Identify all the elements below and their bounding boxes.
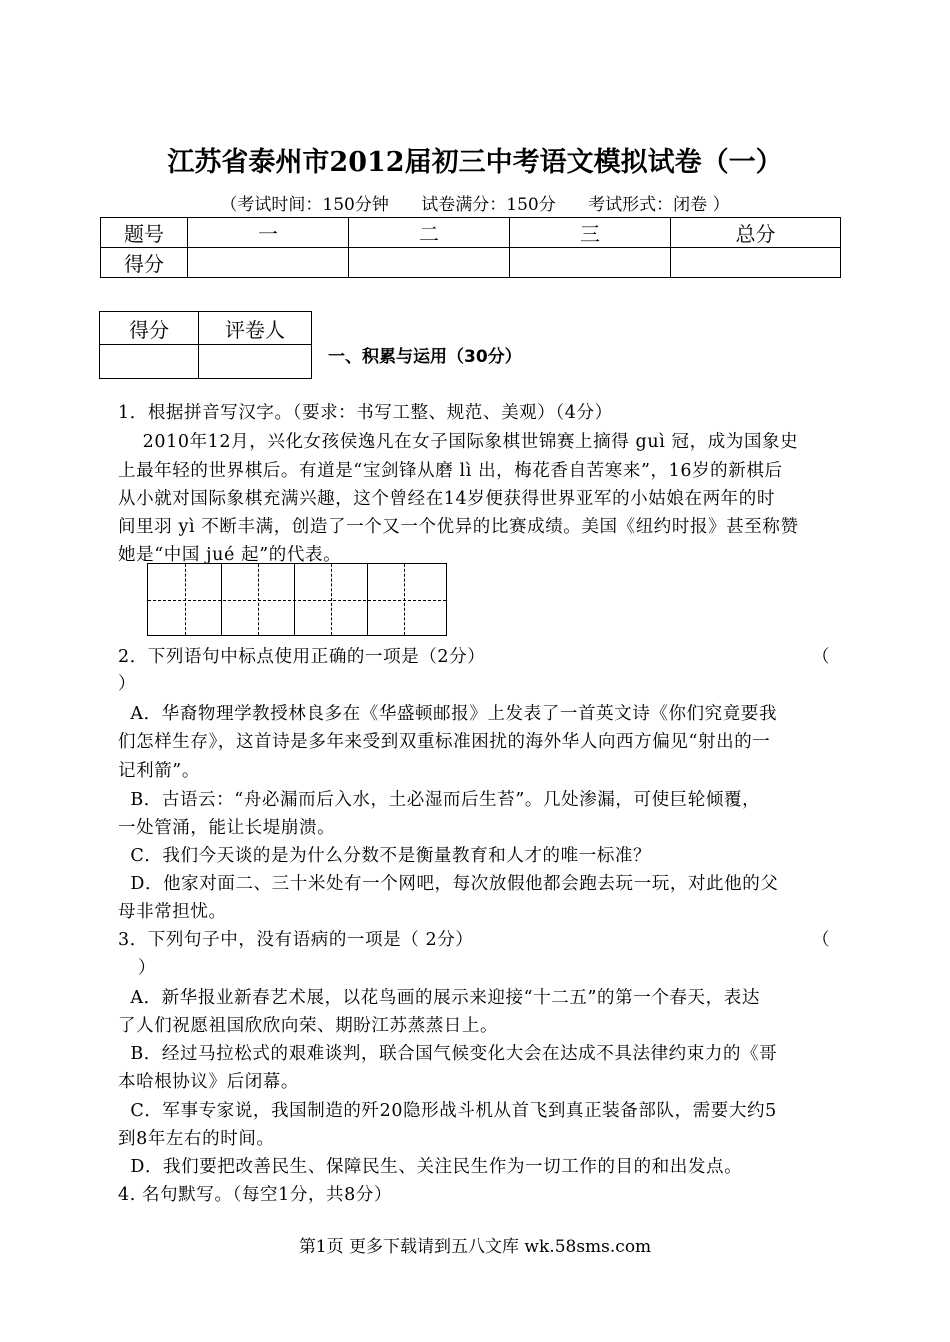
- score-row-label: 得分: [101, 248, 188, 278]
- option-b: B．古语云：“舟必漏而后入水，土必湿而后生苔”。几处渗漏，可使巨轮倾覆，: [118, 790, 761, 810]
- option-d: 母非常担忧。: [118, 902, 227, 922]
- option-a: 了人们祝愿祖国欣欣向荣、期盼江苏蒸蒸日上。: [118, 1016, 499, 1036]
- question-1-text: 从小就对国际象棋充满兴趣，这个曾经在14岁便获得世界亚军的小姑娘在两年的时: [118, 489, 775, 509]
- question-3-stem: 3．下列句子中，没有语病的一项是（ 2分）: [118, 930, 474, 950]
- grader-score-input[interactable]: [100, 345, 199, 379]
- score-table-score-row: [101, 248, 841, 278]
- writing-grid[interactable]: [147, 563, 447, 636]
- page-title: 江苏省泰州市2012届初三中考语文模拟试卷（一）: [167, 147, 783, 178]
- question-1-stem: 1．根据拼音写汉字。（要求：书写工整、规范、美观）（4分）: [118, 403, 613, 423]
- score-input-part3[interactable]: [510, 248, 671, 278]
- score-input-part1[interactable]: [188, 248, 349, 278]
- question-2-stem: 2．下列语句中标点使用正确的一项是（2分）: [118, 647, 486, 667]
- option-b: 一处管涌，能让长堤崩溃。: [118, 818, 336, 838]
- option-a: 们怎样生存》，这首诗是多年来受到双重标准困扰的海外华人向西方偏见“射出的一: [118, 732, 771, 752]
- option-b: 本哈根协议》后闭幕。: [118, 1072, 299, 1092]
- grader-score-label: 得分: [100, 312, 199, 345]
- option-d: D．他家对面二、三十米处有一个网吧，每次放假他都会跑去玩一玩，对此他的父: [118, 874, 779, 894]
- score-cell-part3: 三: [510, 218, 671, 248]
- grader-name-label: 评卷人: [199, 312, 312, 345]
- score-table-header-row: [101, 218, 841, 248]
- answer-paren-open: （: [812, 647, 830, 667]
- score-cell-total: 总分: [671, 218, 841, 248]
- question-1-text: 她是“中国 jué 起”的代表。: [118, 545, 342, 565]
- option-c: C．我们今天谈的是为什么分数不是衡量教育和人才的唯一标准？: [118, 846, 652, 866]
- option-a: A．新华报业新春艺术展，以花鸟画的展示来迎接“十二五”的第一个春天，表达: [118, 988, 760, 1008]
- grader-name-input[interactable]: [199, 345, 312, 379]
- score-table: [100, 217, 841, 278]
- question-4-stem: 4. 名句默写。（每空1分，共8分）: [118, 1185, 393, 1205]
- question-1-text: 上最年轻的世界棋后。有道是“宝剑锋从磨 lì 出，梅花香自苦寒来”，16岁的新棋后: [118, 461, 783, 481]
- option-a: 记利箭”。: [118, 761, 200, 781]
- question-1-text: 间里羽 yì 不断丰满，创造了一个又一个优异的比赛成绩。美国《纽约时报》甚至称赞: [118, 517, 799, 537]
- page-footer: 第1页 更多下载请到五八文库 wk.58sms.com: [298, 1237, 652, 1257]
- score-input-total[interactable]: [671, 248, 841, 278]
- question-1-text: 2010年12月，兴化女孩侯逸凡在女子国际象棋世锦赛上摘得 guì 冠，成为国象史: [118, 432, 799, 452]
- option-a: A．华裔物理学教授林良多在《华盛顿邮报》上发表了一首英文诗《你们究竟要我: [118, 704, 778, 724]
- answer-paren-open: （: [812, 930, 830, 950]
- grader-table: [99, 311, 312, 379]
- option-d: D．我们要把改善民生、保障民生、关注民生作为一切工作的目的和出发点。: [118, 1157, 743, 1177]
- answer-paren-close: ）: [138, 958, 156, 978]
- option-c: 到8年左右的时间。: [118, 1129, 275, 1149]
- section-heading: 一、积累与运用（30分）: [328, 347, 522, 367]
- score-cell-part2: 二: [349, 218, 510, 248]
- score-cell-part1: 一: [188, 218, 349, 248]
- option-b: B．经过马拉松式的艰难谈判，联合国气候变化大会在达成不具法律约束力的《哥: [118, 1044, 778, 1064]
- score-cell-label: 题号: [101, 218, 188, 248]
- option-c: C．军事专家说，我国制造的歼20隐形战斗机从首飞到真正装备部队，需要大约5: [118, 1101, 777, 1121]
- answer-paren-close: ）: [118, 674, 136, 694]
- score-input-part2[interactable]: [349, 248, 510, 278]
- exam-info: （考试时间：150分钟 试卷满分：150分 考试形式：闭卷 ）: [220, 195, 730, 215]
